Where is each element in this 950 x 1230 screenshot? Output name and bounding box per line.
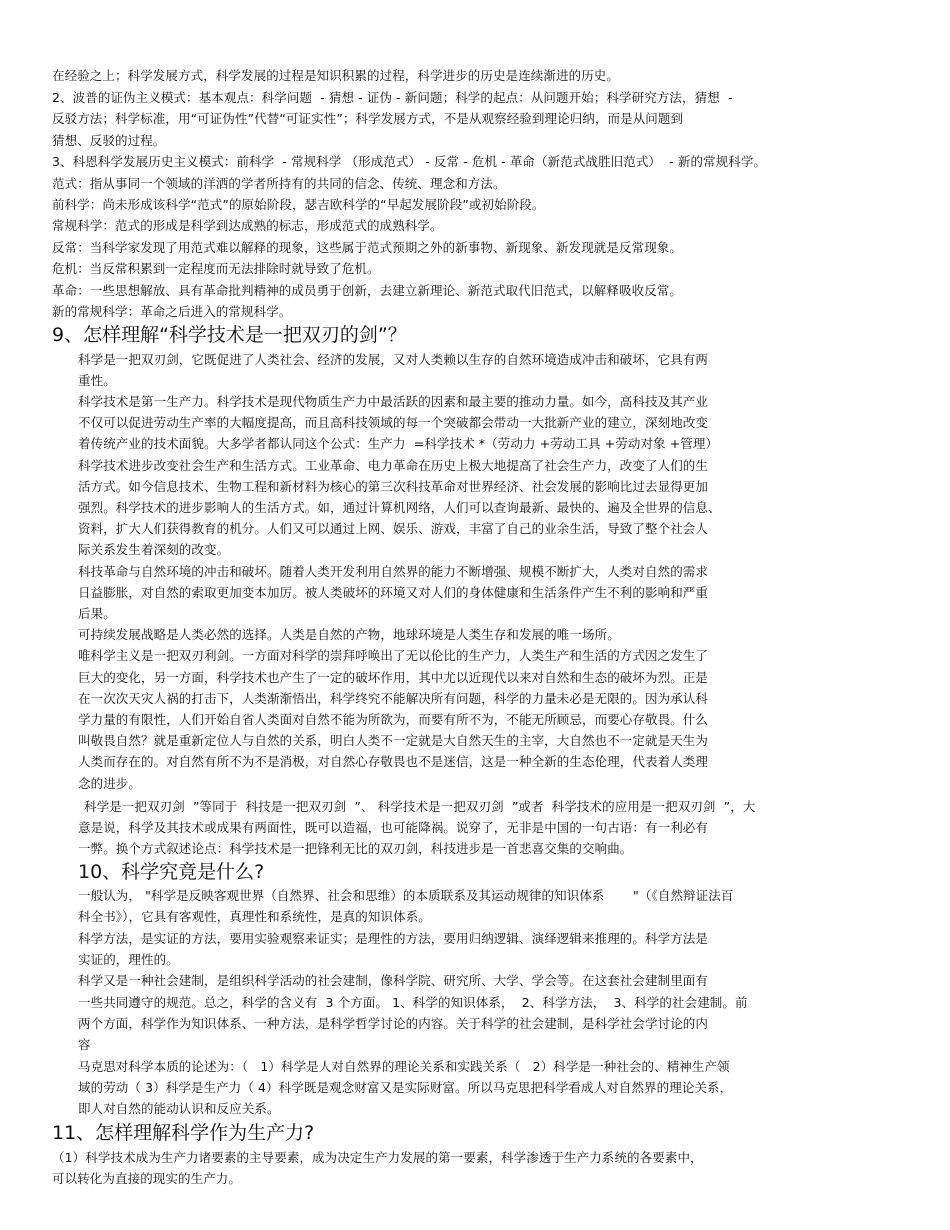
text-line: 活方式。如今信息技术、生物工程和新材料为核心的第三次科技革命对世界经济、社会发展的影响比过去显得更加 (78, 479, 709, 494)
text-line: 叫敬畏自然？就是重新定位人与自然的关系，明白人类不一定就是大自然天生的主宰，大自然也不一定就是天生为 (78, 733, 709, 748)
text-line: 强烈。科学技术的进步影响人的生活方式。如，通过计算机网络，人们可以查询最新、最快的、遍及全世界的信息、 (78, 500, 721, 515)
text-line: 反驳方法；科学标准，用“可证伪性”代替“可证实性”；科学发展方式，不是从观察经验到理论归纳，而是从问题到 (52, 111, 684, 126)
text-line: 科学是一把双刃剑，它既促进了人类社会、经济的发展，又对人类赖以生存的自然环境造成冲击和破坏，它具有两 (78, 352, 709, 367)
text-line: 一些共同遵守的规范。总之，科学的含义有 3 个方面。 1、科学的知识体系， 2、科学方法， 3、科学的社会建制。前 (78, 995, 748, 1010)
text-line: 容 (78, 1037, 91, 1052)
text-line: 马克思对科学本质的论述为：（ 1）科学是人对自然界的理论关系和实践关系（ 2）科学是一种社会的、精神生产领 (78, 1059, 730, 1074)
text-line: 科学技术是第一生产力。科学技术是现代物质生产力中最活跃的因素和最主要的推动力量。如今，高科技及其产业 (78, 394, 709, 409)
text-line: 反常：当科学家发现了用范式难以解释的现象，这些属于范式预期之外的新事物、新现象、新发现就是反常现象。 (52, 240, 683, 255)
text-line: 着传统产业的技术面貌。大多学者都认同这个公式：生产力 =科学技术 *（劳动力 +劳动工具 +劳动对象 +管理） (78, 436, 719, 451)
text-line: 在一次次天灾人祸的打击下，人类渐渐悟出，科学终究不能解决所有问题，科学的力量未必是无限的。因为承认科 (78, 691, 709, 706)
text-line: 3、科恩科学发展历史主义模式：前科学 - 常规科学 （形成范式） - 反常 - 危机 - 革命（新范式战胜旧范式） - 新的常规科学。 (52, 154, 767, 169)
text-line: 一般认为， "科学是反映客观世界（自然界、社会和思维）的本质联系及其运动规律的知识体系 "（《自然辩证法百 (78, 888, 734, 903)
text-line: 革命：一些思想解放、具有革命批判精神的成员勇于创新，去建立新理论、新范式取代旧范式，以解释吸收反常。 (52, 283, 683, 298)
text-line: 唯科学主义是一把双刃利剑。一方面对科学的崇拜呼唤出了无以伦比的生产力，人类生产和生活的方式因之发生了 (78, 648, 709, 663)
text-line: 可以转化为直接的现实的生产力。 (52, 1171, 242, 1186)
text-line: 域的劳动（ 3）科学是生产力（ 4）科学既是观念财富又是实际财富。所以马克思把科学看成人对自然界的理论关系， (78, 1080, 733, 1095)
text-line: 科学方法，是实证的方法，要用实验观察来证实；是理性的方法，要用归纳逻辑、演绎逻辑来推理的。科学方法是 (78, 931, 709, 946)
text-line: 科学是一把双刃剑 ”等同于 科技是一把双刃剑 ”、 科学技术是一把双刃剑 ”或者 科学技术的应用是一把双刃剑 ”，大 (84, 799, 756, 814)
section-heading: 10、科学究竟是什么? (78, 861, 265, 883)
text-line: 范式：指从事同一个领域的洋洒的学者所持有的共同的信念、传统、理念和方法。 (52, 176, 506, 191)
text-line: 意是说，科学及其技术或成果有两面性，既可以造福，也可能降祸。说穿了，无非是中国的一句古语：有一利必有 (78, 820, 709, 835)
text-line: 科学技术进步改变社会生产和生活方式。工业革命、电力革命在历史上极大地提高了社会生产力，改变了人们的生 (78, 458, 709, 473)
text-line: 际关系发生着深刻的改变。 (78, 542, 230, 557)
section-heading: 9、怎样理解“科学技术是一把双刃的剑”？ (52, 324, 407, 346)
text-line: 学力量的有限性，人们开始自省人类面对自然不能为所欲为，而要有所不为，不能无所顾忌，而要心存敬畏。什么 (78, 712, 709, 727)
text-line: 重性。 (78, 373, 116, 388)
text-line: 新的常规科学：革命之后进入的常规科学。 (52, 304, 292, 319)
text-line: 不仅可以促进劳动生产率的大幅度提高，而且高科技领域的每一个突破都会带动一大批新产业的建立，深刻地改变 (78, 415, 709, 430)
text-line: 一弊。换个方式叙述论点：科学技术是一把锋利无比的双刃剑，科技进步是一首悲喜交集的交响曲。 (78, 841, 633, 856)
text-line: 猜想、反驳的过程。 (52, 133, 166, 148)
text-line: 后果。 (78, 606, 116, 621)
text-line: 资料，扩大人们获得教育的机分。人们又可以通过上网、娱乐、游戏，丰富了自己的业余生活，导致了整个社会人 (78, 521, 709, 536)
text-line: 可持续发展战略是人类必然的选择。人类是自然的产物，地球环境是人类生存和发展的唯一场所。 (78, 627, 620, 642)
text-line: 日益膨胀，对自然的索取更加变本加厉。被人类破坏的环境又对人们的身体健康和生活条件产生不利的影响和严重 (78, 585, 709, 600)
text-line: 巨大的变化，另一方面，科学技术也产生了一定的破坏作用，其中尤以近现代以来对自然和生态的破坏为烈。正是 (78, 670, 709, 685)
text-line: 危机：当反常积累到一定程度而无法排除时就导致了危机。 (52, 261, 380, 276)
text-line: 科学又是一种社会建制，是组织科学活动的社会建制，像科学院、研究所、大学、学会等。在这套社会建制里面有 (78, 973, 709, 988)
text-line: 2、波普的证伪主义模式：基本观点：科学问题 - 猜想 - 证伪 - 新问题；科学的起点：从问题开始；科学研究方法，猜想 - (52, 90, 733, 105)
text-line: 前科学：尚未形成该科学“范式”的原始阶段，瑟吉欧科学的“早起发展阶段”或初始阶段。 (52, 197, 545, 212)
text-line: （1）科学技术成为生产力诸要素的主导要素，成为决定生产力发展的第一要素，科学渗透于生产力系统的各要素中， (52, 1150, 703, 1165)
text-line: 常规科学：范式的形成是科学到达成熟的标志，形成范式的成熟科学。 (52, 218, 443, 233)
text-line: 即人对自然的能动认识和反应关系。 (78, 1101, 280, 1116)
text-line: 科全书》），它具有客观性，真理性和系统性，是真的知识体系。 (78, 909, 431, 924)
section-heading: 11、怎样理解科学作为生产力? (52, 1122, 315, 1144)
text-line: 两个方面，科学作为知识体系、一种方法，是科学哲学讨论的内容。关于科学的社会建制，是科学社会学讨论的内 (78, 1016, 709, 1031)
text-line: 在经验之上；科学发展方式，科学发展的过程是知识积累的过程，科学进步的历史是连续渐进的历史。 (52, 68, 620, 83)
text-line: 实证的，理性的。 (78, 952, 179, 967)
text-line: 念的进步。 (78, 776, 142, 791)
text-line: 科技革命与自然环境的冲击和破坏。随着人类开发利用自然界的能力不断增强、规模不断扩大，人类对自然的需求 (78, 564, 709, 579)
text-line: 人类而存在的。对自然有所不为不是消极，对自然心存敬畏也不是迷信，这是一种全新的生态伦理，代表着人类理 (78, 754, 709, 769)
